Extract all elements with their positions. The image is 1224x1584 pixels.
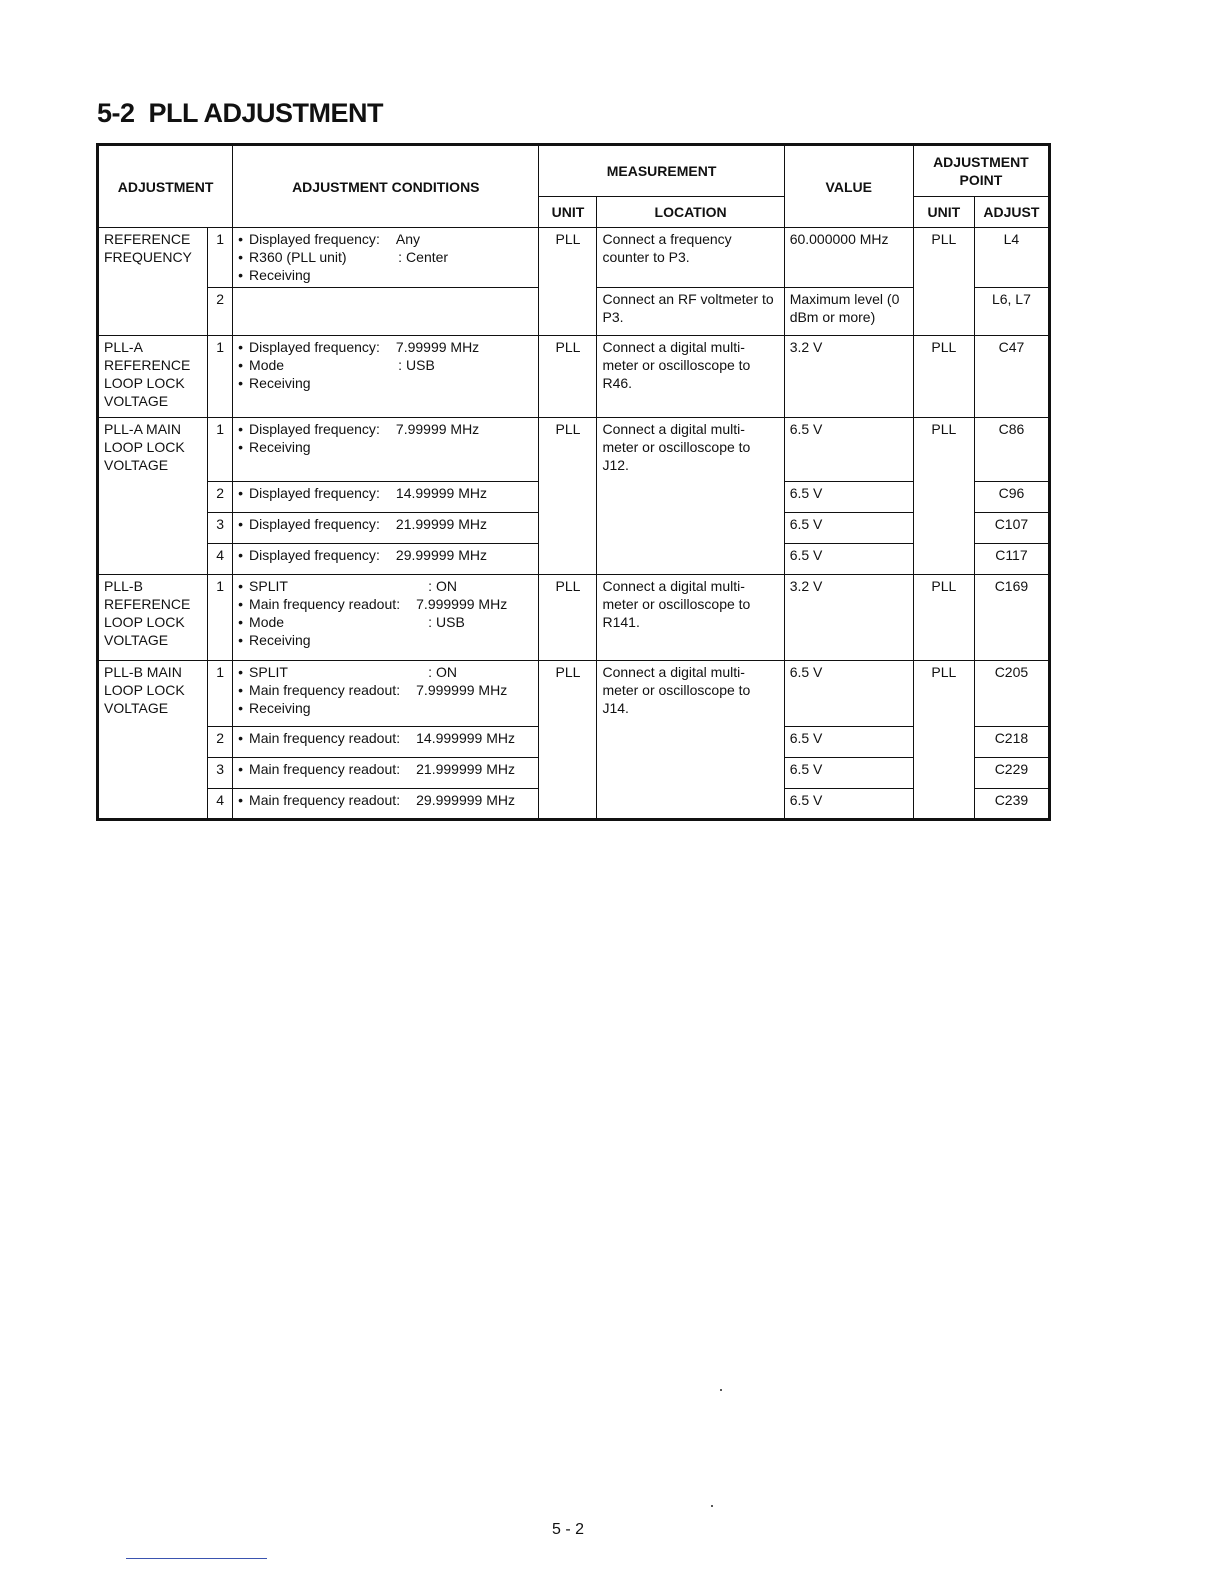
condition-value: 29.99999 MHz <box>395 547 487 563</box>
condition-value: 7.99999 MHz <box>395 339 480 355</box>
condition-item <box>238 546 533 564</box>
value: 6.5 V <box>784 789 913 820</box>
scan-speck <box>711 1505 713 1507</box>
condition-value: 7.999999 MHz <box>416 682 508 698</box>
condition-value: 7.999999 MHz <box>416 596 508 612</box>
condition-separator: : <box>396 730 401 746</box>
adjustment-conditions <box>233 758 539 789</box>
condition-key: Main frequency readout <box>249 792 397 808</box>
measurement-location: Connect a digital multi-meter or oscilloscope to J12. <box>597 418 784 575</box>
page-number: 5 - 2 <box>552 1521 585 1538</box>
measurement-unit: PLL <box>539 418 597 575</box>
condition-separator: : <box>396 682 401 698</box>
value: 6.5 V <box>784 513 913 544</box>
adjustment-name: PLL-A MAIN LOOP LOCK VOLTAGE <box>98 418 208 575</box>
step-number: 1 <box>208 661 233 727</box>
condition-item <box>238 266 533 284</box>
adjustment-conditions <box>233 418 539 482</box>
section-number: 5-2 <box>97 98 135 128</box>
header-measurement: MEASUREMENT <box>539 145 784 197</box>
measurement-unit: PLL <box>539 575 597 661</box>
condition-key: Displayed frequency <box>249 547 376 563</box>
condition-key: Displayed frequency <box>249 485 376 501</box>
adjust-point: L4 <box>974 228 1049 288</box>
condition-separator: : <box>375 547 380 563</box>
point-unit: PLL <box>913 228 974 336</box>
value: 3.2 V <box>784 575 913 661</box>
scan-speck <box>720 1389 722 1391</box>
step-number: 1 <box>208 575 233 661</box>
value: 60.000000 MHz <box>784 228 913 288</box>
condition-key: SPLIT <box>249 664 288 680</box>
condition-key: Receiving <box>249 439 311 455</box>
condition-key: Receiving <box>249 632 311 648</box>
condition-key: SPLIT <box>249 578 288 594</box>
condition-key: Displayed frequency <box>249 516 376 532</box>
adjust-point: C117 <box>974 544 1049 575</box>
condition-item <box>238 356 533 374</box>
condition-value: 14.999999 MHz <box>416 730 515 746</box>
header-adjustment: ADJUSTMENT <box>98 145 233 228</box>
condition-item <box>238 631 533 649</box>
condition-separator: : <box>428 664 432 680</box>
condition-separator: : <box>396 792 401 808</box>
condition-item <box>238 791 533 809</box>
measurement-location: Connect an RF voltmeter to P3. <box>597 288 784 336</box>
condition-separator: : <box>396 761 401 777</box>
measurement-unit: PLL <box>539 336 597 418</box>
header-row <box>98 145 1050 197</box>
step-number: 2 <box>208 482 233 513</box>
adjust-point: C47 <box>974 336 1049 418</box>
measurement-location: Connect a digital multi-meter or oscilloscope to R141. <box>597 575 784 661</box>
condition-item <box>238 681 533 699</box>
condition-value: 14.99999 MHz <box>395 485 487 501</box>
condition-separator: : <box>375 339 380 355</box>
adjustment-conditions <box>233 228 539 288</box>
condition-key: Mode <box>249 357 285 373</box>
condition-value: Center <box>406 249 449 265</box>
table-row <box>98 418 1050 482</box>
adjust-point: C169 <box>974 575 1049 661</box>
condition-key: R360 (PLL unit) <box>249 249 347 265</box>
adjust-point: C239 <box>974 789 1049 820</box>
condition-item <box>238 515 533 533</box>
condition-key: Main frequency readout <box>249 730 397 746</box>
value: 6.5 V <box>784 418 913 482</box>
step-number: 2 <box>208 727 233 758</box>
header-adjustment-point: ADJUSTMENT POINT <box>913 145 1049 197</box>
adjustment-conditions <box>233 336 539 418</box>
adjustment-name: PLL-B MAIN LOOP LOCK VOLTAGE <box>98 661 208 820</box>
condition-key: Receiving <box>249 267 311 283</box>
adjustment-conditions <box>233 789 539 820</box>
header-point-unit: UNIT <box>913 197 974 228</box>
condition-item <box>238 663 533 681</box>
condition-separator: : <box>375 231 380 247</box>
measurement-unit: PLL <box>539 661 597 820</box>
step-number: 4 <box>208 789 233 820</box>
step-number: 1 <box>208 336 233 418</box>
condition-value: USB <box>406 357 435 373</box>
adjustment-conditions <box>233 727 539 758</box>
point-unit: PLL <box>913 575 974 661</box>
condition-value: 21.99999 MHz <box>395 516 487 532</box>
value: Maximum level (0 dBm or more) <box>784 288 913 336</box>
step-number: 2 <box>208 288 233 336</box>
condition-key: Receiving <box>249 700 311 716</box>
value: 6.5 V <box>784 544 913 575</box>
condition-separator: : <box>398 249 402 265</box>
condition-key: Main frequency readout <box>249 761 397 777</box>
condition-item <box>238 595 533 613</box>
condition-separator: : <box>428 578 432 594</box>
value: 3.2 V <box>784 336 913 418</box>
adjustment-name: PLL-B REFERENCE LOOP LOCK VOLTAGE <box>98 575 208 661</box>
adjustment-conditions <box>233 661 539 727</box>
adjustment-name: REFERENCE FREQUENCY <box>98 228 208 336</box>
header-meas-unit: UNIT <box>539 197 597 228</box>
condition-separator: : <box>398 357 402 373</box>
table-row <box>98 575 1050 661</box>
adjustment-conditions <box>233 544 539 575</box>
condition-value: 29.999999 MHz <box>416 792 515 808</box>
section-heading <box>97 98 383 129</box>
step-number: 4 <box>208 544 233 575</box>
condition-item <box>238 338 533 356</box>
adjustment-conditions <box>233 482 539 513</box>
condition-key: Main frequency readout <box>249 596 397 612</box>
condition-key: Displayed frequency <box>249 339 376 355</box>
condition-value: Any <box>395 231 421 247</box>
condition-value: ON <box>436 664 458 680</box>
point-unit: PLL <box>913 661 974 820</box>
condition-value: 7.99999 MHz <box>395 421 480 437</box>
adjust-point: C86 <box>974 418 1049 482</box>
condition-key: Displayed frequency <box>249 421 376 437</box>
condition-value: USB <box>436 614 465 630</box>
adjustment-conditions <box>233 288 539 336</box>
condition-key: Receiving <box>249 375 311 391</box>
value: 6.5 V <box>784 661 913 727</box>
condition-item <box>238 760 533 778</box>
condition-key: Main frequency readout <box>249 682 397 698</box>
condition-key: Displayed frequency <box>249 231 376 247</box>
condition-item <box>238 613 533 631</box>
section-title: PLL ADJUSTMENT <box>148 98 384 128</box>
step-number: 1 <box>208 228 233 288</box>
adjust-point: C96 <box>974 482 1049 513</box>
measurement-unit: PLL <box>539 228 597 336</box>
adjustment-name: PLL-A REFERENCE LOOP LOCK VOLTAGE <box>98 336 208 418</box>
adjust-point: C107 <box>974 513 1049 544</box>
condition-separator: : <box>375 421 380 437</box>
measurement-location: Connect a digital multi-meter or oscilloscope to J14. <box>597 661 784 820</box>
condition-value: 21.999999 MHz <box>416 761 515 777</box>
condition-item <box>238 438 533 456</box>
condition-key: Mode <box>249 614 285 630</box>
condition-separator: : <box>396 596 401 612</box>
measurement-location: Connect a frequency counter to P3. <box>597 228 784 288</box>
table-row <box>98 336 1050 418</box>
header-conditions: ADJUSTMENT CONDITIONS <box>233 145 539 228</box>
step-number: 3 <box>208 758 233 789</box>
step-number: 3 <box>208 513 233 544</box>
adjust-point: C218 <box>974 727 1049 758</box>
condition-separator: : <box>428 614 432 630</box>
condition-item <box>238 484 533 502</box>
condition-value: ON <box>436 578 458 594</box>
header-point-adjust: ADJUST <box>974 197 1049 228</box>
value: 6.5 V <box>784 482 913 513</box>
step-number: 1 <box>208 418 233 482</box>
table-row <box>98 661 1050 727</box>
condition-item <box>238 729 533 747</box>
condition-item <box>238 577 533 595</box>
value: 6.5 V <box>784 727 913 758</box>
point-unit: PLL <box>913 336 974 418</box>
adjust-point: C229 <box>974 758 1049 789</box>
measurement-location: Connect a digital multi-meter or oscilloscope to R46. <box>597 336 784 418</box>
condition-separator: : <box>375 485 380 501</box>
condition-item <box>238 230 533 248</box>
header-meas-location: LOCATION <box>597 197 784 228</box>
condition-item <box>238 420 533 438</box>
condition-item <box>238 248 533 266</box>
adjust-point: L6, L7 <box>974 288 1049 336</box>
header-value: VALUE <box>784 145 913 228</box>
condition-item <box>238 699 533 717</box>
condition-separator: : <box>375 516 380 532</box>
value: 6.5 V <box>784 758 913 789</box>
pll-adjustment-table <box>96 143 1051 821</box>
table-row <box>98 228 1050 288</box>
adjustment-conditions <box>233 513 539 544</box>
point-unit: PLL <box>913 418 974 575</box>
adjust-point: C205 <box>974 661 1049 727</box>
condition-item <box>238 374 533 392</box>
adjustment-conditions <box>233 575 539 661</box>
footer-rule <box>126 1558 267 1559</box>
